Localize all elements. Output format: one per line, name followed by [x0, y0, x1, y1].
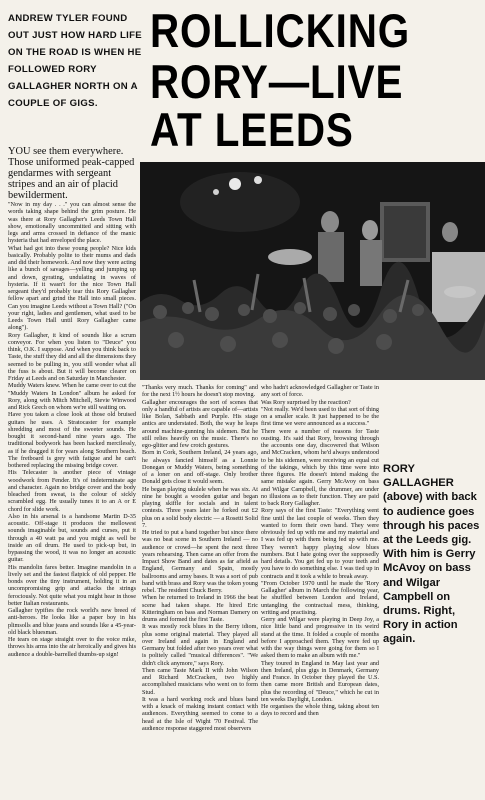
- headline-line-1: ROLLICKING: [150, 4, 411, 57]
- paragraph: What had got into these young people? Nice kids basically. Probably polite to their mums and dads and did their homework. And now they were acting like a bunch of savages—yelling and jumping up and down, gyrating, undulating in waves of hysteria. If it wasn't for the nice Town Hall sergeant they'd probably tear this Rory Gallagher fellow apart and grind the Hall into small pieces. Can you imagine Leeds without a Town Hall? ("On your right, ladies and gentlemen, what used to be Leeds Town Hall until Rory Gallagher came along").: [8, 244, 136, 332]
- paragraph: He tried to put a band together but since there was no beat scene in Southern Ireland — no audience or crowd—he spent the next three years rehearsing. Then came an offer from the Impact Show Band and dates as far afield as England, Germany and Spain, mostly ballrooms and army bases. It was a sort of pub band with brass and Rory was the token young rebel. The resident Chuck Berry.: [142, 529, 258, 594]
- paragraph: Gerry and Wilgar were playing in Deep Joy, a nice little band and progressive in its weird stand at the time. It folded a couple of months before I approached them. They were fed up with the way things were going for them so I asked them to make an album with me.": [261, 616, 379, 660]
- paragraph: who hadn't acknowledged Gallagher or Taste in any sort of force.: [261, 384, 379, 399]
- paragraph: He tears on stage straight over to the voice mike, throws his arms into the air heroically and gives his audience a double-barrelled thumbs-up sign!: [8, 636, 136, 658]
- standfirst: ANDREW TYLER FOUND OUT JUST HOW HARD LIFE ON THE ROAD IS WHEN HE FOLLOWED RORY GALLAGHER NORTH ON A COUPLE OF GIGS.: [8, 13, 142, 109]
- article-lead: YOU see them everywhere. Those uniformed peak-capped gendarmes with sergeant stripes and an air of placid bewilderment.: [8, 146, 135, 201]
- paragraph: His Telecaster is another piece of vintage woodwork from Fender. It's of indeterminate age and character. Again no bridge cover and the body bleached from sweat, is the colour of sickly scrambled egg. He usually tunes it to an A or E chord for slide work.: [8, 469, 136, 513]
- paragraph: When he returned to Ireland in 1966 the beat scene had taken shape. He hired Eric Kitteringham on bass and Norman Damery on drums and formed the first Taste.: [142, 594, 258, 623]
- paragraph: Muddy Waters knew. When he came over to cut the "Muddy Waters In London" album he asked for Rory, along with Mitch Mitchell, Stevie Winwood and Rick Grech on whom we're still waiting on.: [8, 382, 136, 411]
- paragraph: Also in his arsenal is a handsome Martin D-35 acoustic. Off-stage it produces the mellowest sounds imaginable but, sounds and curses, put it through a 40 watt pa and you might as well be inside an oil drum. He used to pick-up but, in bypassing the wood, it was no longer an acoustic guitar.: [8, 512, 136, 564]
- photo-caption: RORY GALLAGHER (above) with back to audience goes through his paces at the Leeds gig. With him is Gerry McAvoy on bass and Wilgar Campbell on drums. Right, Rory in action again.: [383, 463, 480, 646]
- paragraph: He began playing ukulele when he was six. At nine he bought a wooden guitar and began playing skiffle for socials and in talent contests. Three years later he forked out £2 plus on a solid body electric — a Rosetti Solid 7.: [142, 485, 258, 529]
- paragraph: Gallagher typifies the rock world's new breed of anti-heroes. He looks like a paper boy in his plimsolls and blue jeans and sounds like a 45-year-old black bluesman.: [8, 607, 136, 636]
- paragraph: Gallagher encourages the sort of scenes that only a handful of artists are capable of—artists like Bolan, Sabbath and Purple. His stage antics are understated. Both, the way he leaps around machine-gunning his sidemen. But he still relies heavily on the music. There's no ego-glitter and few crotch gestures.: [142, 398, 258, 449]
- paragraph: "Thanks very much. Thanks for coming" and for the next 1½ hours he doesn't stop moving.: [142, 384, 258, 399]
- paragraph: "Not really. We'd been used to that sort of thing on a smaller scale. It just happened to be the first time we were announced as a success.": [261, 405, 379, 428]
- paragraph: It was a hard working rock and blues band with a knack of making instant contact with audiences. Everything seemed to come to a head at the Isle of Wight '70 Festival. The audience response staggered most observers: [142, 695, 258, 732]
- headline-line-2: RORY—LIVE: [150, 55, 404, 108]
- paragraph: Rory Gallagher, it kind of sounds like a scrum conveyor. For when you listen to "Deuce" you think, O.K. I suppose. And when you think back to Taste, the stuff they did and all the dimensions they seemed to be pulling in, you still wonder what all the fuss is about. But it will become clearer on Friday at Leeds and on Saturday in Manchester.: [8, 331, 136, 382]
- paragraph: "From October 1970 until he made the 'Rory Gallagher' album in March the following year, he shuffled between London and Ireland, untangling the contractual mess, thinking, writing and practising.: [261, 579, 379, 616]
- paragraph: His mandolin fares better. Imagine mandolin in a lively set and the fastest flatpick of old pepper. He bonds over the tiny instrument, holding it in an uncompromising grip and attacks the strings ferociously. Not quite what you might hear in those better Italian restaurants.: [8, 563, 136, 607]
- paragraph: There were a number of reasons for Taste ousting. It's said that Rory, browsing through the accounts one day, discovered that Wilson and McCracken, whom he'd always understood to be his sidemen, were receiving an equal cut of the takings, which by this time were into three figures. He doesn't intend making the same mistake again. Gerry McAvoy on bass and Wilgar Campbell, the drummer, are under no illusions as to their function. They are paid to back Rory Gallagher.: [261, 427, 379, 507]
- headline-line-3: AT LEEDS: [150, 103, 354, 156]
- paragraph: It was mostly rock blues in the Berry idiom, plus some original material. They played all over Ireland and again in England and Germany but folded after two years over what is politely called "musical differences". "We didn't click anymore," says Rory.: [142, 623, 258, 667]
- article-column-2: [142, 384, 258, 796]
- paragraph: Born in Cork, Southern Ireland, 24 years ago, he always fancied himself as a Lonnie Donegan or Muddy Waters, being something of a loner on and off-stage. Only brother Donald gets close it would seem.: [142, 449, 258, 486]
- paragraph: Was Rory surprised by the reaction?: [261, 398, 351, 406]
- paragraph: They toured in England in May last year and then Ireland, plus gigs in Denmark, Germany and France. In October they played the U.S. then came more British and European dates, plus the recording of "Deuce," which he cut in ten weeks Daylight, London.: [261, 659, 379, 703]
- article-column-1: [8, 146, 136, 796]
- paragraph: "Now in my day . . ." you can almost sense the words taking shape behind the grim posture. He was there at Rory Gallagher's Leeds Town Hall show, emotionally uncommitted and sitting with legs and arms crossed in defiance of the manic hysteria that had enveloped the place.: [8, 201, 136, 245]
- article-column-3: [261, 384, 379, 796]
- paragraph: Rory says of the first Taste: "Everything went fine until the last couple of weeks. Then they wanted to form their own band. They were obviously fed up with me and my material and I was fed up with them being fed up with me. They weren't happy playing slow blues numbers. But I hate going over the supposedly hard details. You get fed up to your teeth and you have to do something else. I was tied up in contracts and it took a while to break away.: [261, 507, 379, 580]
- headline: [150, 4, 480, 154]
- paragraph: Have you taken a close look at those old bruised guitars he uses. A Stratocaster for example shredding and most of the sweeter sounds. He bought it second-hand nine years ago. The traditional bodywork has been hacked mercilessly, as if he dragged it for years along Southern beach. The fretboard is grey with fatigue and he can't bothered replacing the missing bridge cover.: [8, 411, 136, 469]
- concert-photo: [140, 162, 485, 380]
- concert-photo-image: [140, 162, 485, 380]
- paragraph: Then came Taste Mark II with John Wilson and Richard McCracken, two highly accomplished musicians who went on to form Stud.: [142, 666, 258, 696]
- paragraph: He organises the whole thing, taking about ten days to record and then: [261, 703, 379, 718]
